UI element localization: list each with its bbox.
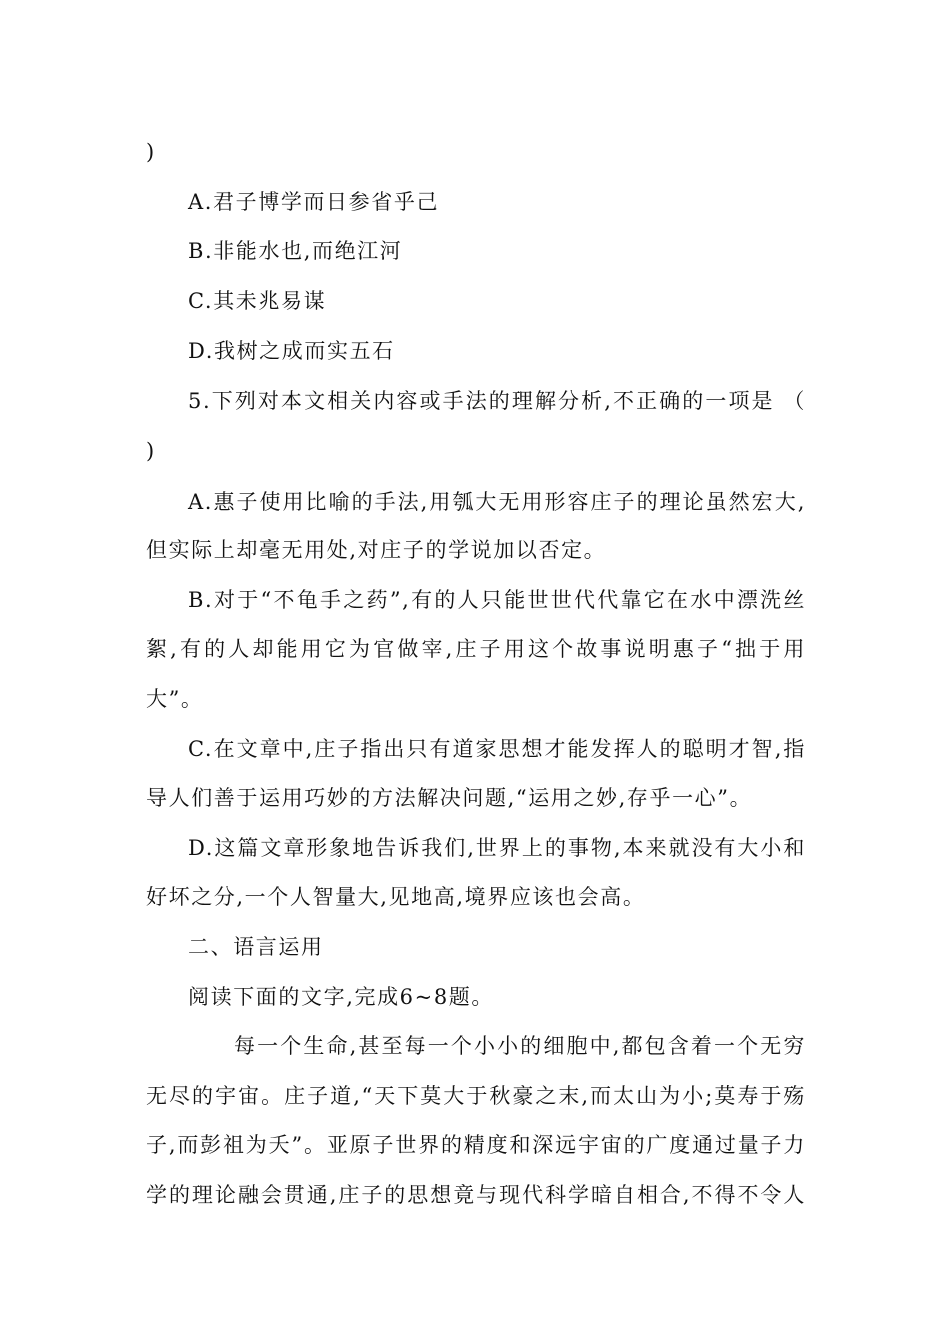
option-d: D.这篇文章形象地告诉我们,世界上的事物,本来就没有大小和 [188, 836, 806, 860]
option-a: A.君子博学而日参省乎己 [188, 190, 440, 214]
option-a: A.惠子使用比喻的手法,用瓠大无用形容庄子的理论虽然宏大, [188, 490, 806, 514]
text-line: 大”。 [146, 687, 204, 711]
passage-line: 学的理论融会贯通,庄子的思想竟与现代科学暗自相合,不得不令人 [146, 1183, 806, 1207]
text-line: 但实际上却毫无用处,对庄子的学说加以否定。 [146, 538, 607, 562]
option-c: C.其未兆易谋 [188, 289, 327, 313]
reading-instruction: 阅读下面的文字,完成6~8题。 [188, 985, 494, 1009]
passage-line: 子,而彭祖为夭”。亚原子世界的精度和深远宇宙的广度通过量子力 [146, 1133, 806, 1157]
option-b: B.对于“不龟手之药”,有的人只能世世代代靠它在水中漂洗丝 [188, 588, 806, 612]
passage-line: 无尽的宇宙。庄子道,“天下莫大于秋豪之末,而太山为小;莫寿于殇 [146, 1084, 806, 1108]
text-line: 絮,有的人却能用它为官做宰,庄子用这个故事说明惠子“拙于用 [146, 637, 806, 661]
text-line: ) [146, 439, 156, 463]
passage-line: 每一个生命,甚至每一个小小的细胞中,都包含着一个无穷 [234, 1034, 806, 1058]
question-5: 5.下列对本文相关内容或手法的理解分析,不正确的一项是 （ [188, 389, 806, 413]
text-line: ) [146, 140, 156, 164]
section-heading: 二、语言运用 [188, 935, 324, 959]
option-b: B.非能水也,而绝江河 [188, 239, 403, 263]
text-line: 好坏之分,一个人智量大,见地高,境界应该也会高。 [146, 885, 646, 909]
option-c: C.在文章中,庄子指出只有道家思想才能发挥人的聪明才智,指 [188, 737, 806, 761]
option-d: D.我树之成而实五石 [188, 339, 395, 363]
text-line: 导人们善于运用巧妙的方法解决问题,“运用之妙,存乎一心”。 [146, 786, 753, 810]
